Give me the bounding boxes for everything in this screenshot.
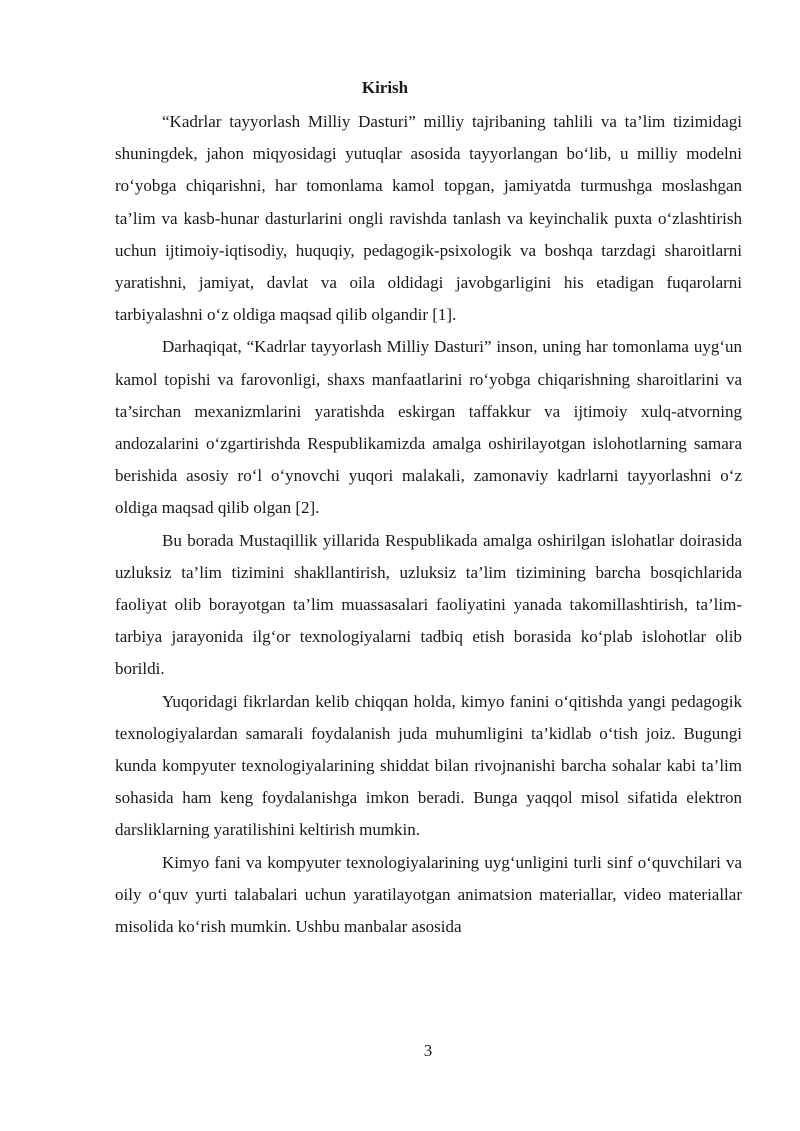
paragraph-2: Darhaqiqat, “Kadrlar tayyorlash Milliy Dasturi” inson, uning har tomonlama uyg‘un kamol topishi va farovonligi, shaxs manfaatlarini ro‘yobga chiqarishning sharoitlarini va ta’sirchan mexanizmlarini yaratishda eskirgan taffakkur va ijtimoiy xulq-atvorning andozalarini o‘zgartirishda Respublikamizda amalga oshirilayotgan islohotlarning samara berishida asosiy ro‘l o‘ynovchi yuqori malakali, zamonaviy kadrlarni tayyorlashni o‘z oldiga maqsad qilib olgan [2]. xyxy=(115,337,742,518)
body-text xyxy=(115,106,742,943)
section-title: Kirish xyxy=(361,78,409,97)
page-number: 3 xyxy=(423,1041,433,1060)
paragraph-3: Bu borada Mustaqillik yillarida Respublikada amalga oshirilgan islohatlar doirasida uzluksiz ta’lim tizimini shakllantirish, uzluksiz ta’lim tizimining barcha bosqichlarida faoliyat olib borayotgan ta’lim muassasalari faoliyatini yanada takomillashtirish, ta’lim-tarbiya jarayonida ilg‘or texnologiyalarni tadbiq etish borasida ko‘plab islohotlar olib borildi. xyxy=(115,530,742,679)
paragraph-4: Yuqoridagi fikrlardan kelib chiqqan holda, kimyo fanini o‘qitishda yangi pedagogik texnologiyalardan samarali foydalanish juda muhumligini ta’kidlab o‘tish joiz. Bugungi kunda kompyuter texnologiyalarining shiddat bilan rivojnanishi barcha sohalar kabi ta’lim sohasida ham keng foydalanishga imkon beradi. Bunga yaqqol misol sifatida elektron darsliklarning yaratilishini keltirish mumkin. xyxy=(115,691,742,840)
paragraph-5: Kimyo fani va kompyuter texnologiyalarining uyg‘unligini turli sinf o‘quvchilari va oily o‘quv yurti talabalari uchun yaratilayotgan animatsion materiallar, video materiallar misolida ko‘rish mumkin. Ushbu manbalar asosida xyxy=(115,852,742,937)
paragraph-1: “Kadrlar tayyorlash Milliy Dasturi” milliy tajribaning tahlili va ta’lim tizimidagi shuningdek, jahon miqyosidagi yutuqlar asosida tayyorlangan bo‘lib, u milliy modelni ro‘yobga chiqarishni, har tomonlama kamol topgan, jamiyatda turmushga moslashgan ta’lim va kasb-hunar dasturlarini ongli ravishda tanlash va keyinchalik puxta o‘zlashtirish uchun ijtimoiy-iqtisodiy, huquqiy, pedagogik-psixologik va boshqa tarzdagi sharoitlarni yaratishni, jamiyat, davlat va oila oldidagi javobgarligini his etadigan fuqarolarni tarbiyalashni o‘z oldiga maqsad qilib olgandir [1]. xyxy=(115,112,742,325)
